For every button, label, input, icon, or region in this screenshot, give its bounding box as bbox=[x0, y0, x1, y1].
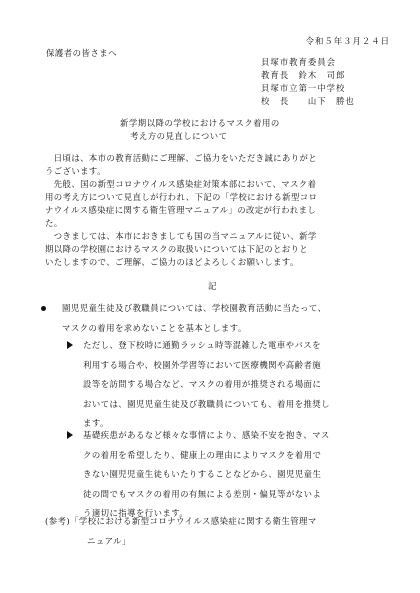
bullet-dot-icon bbox=[41, 306, 46, 311]
sub-point-line: 基礎疾患があるなど様々な事情により、感染不安を抱き、マス bbox=[83, 430, 330, 440]
sender-line: 教育長 鈴木 司郎 bbox=[261, 70, 346, 80]
sub-point-line: 利用する場合や、校園外学習等において医療機関や高齢者施 bbox=[83, 359, 322, 370]
main-point-line: 園児児童生徒及び教職員については、学校園教育活動に当たって、 bbox=[62, 303, 327, 313]
sub-point-line: 設等を訪問する場合など、マスクの着用が推奨される場面に bbox=[83, 379, 322, 389]
sub-point-line: 徒の間でもマスクの着用の有無による差別・偏見等がないよ bbox=[83, 488, 322, 499]
sub-point-no-discrimination bbox=[83, 426, 330, 524]
intro-line: うございます。 bbox=[45, 166, 106, 176]
title-line: 新学期以降の学校におけるマスク着用の bbox=[120, 118, 280, 128]
arrow-bullet-icon bbox=[67, 341, 73, 349]
intro-line: ナウイルス感染症に関する衛生管理マニュアル」の改定が行われまし bbox=[45, 205, 317, 215]
document-title bbox=[120, 117, 280, 143]
sub-point-line: クの着用を希望したり、健康上の理由によりマスクを着用で bbox=[83, 449, 322, 460]
sender-line: 貝塚市教育委員会 bbox=[261, 57, 336, 67]
sender-line: 校 長 山下 勝也 bbox=[261, 96, 355, 106]
intro-line: 用の考え方について見直しが行われ、下記の「学校における新型コロ bbox=[45, 192, 318, 202]
sub-point-line: ます。 bbox=[83, 418, 109, 428]
ki-heading: 記 bbox=[208, 281, 217, 291]
sub-point-line: おいては、園児児童生徒及び教職員についても、着用を推奨し bbox=[83, 398, 330, 409]
intro-line: つきましては、本市におきましても国の当マニュアルに従い、新学 bbox=[45, 231, 317, 241]
sender-block bbox=[261, 56, 355, 108]
sub-point-line: う適切に指導を行います。 bbox=[83, 508, 189, 518]
sub-point-mask-recommended bbox=[83, 336, 330, 434]
sub-point-line: きない園児児童生徒もいたりすることなどから、園児児童生 bbox=[83, 469, 322, 479]
title-line: 考え方の見直しについて bbox=[130, 131, 228, 141]
sender-line: 貝塚市立第一中学校 bbox=[261, 83, 346, 93]
intro-line: 先般、国の新型コロナウイルス感染症対策本部において、マスク着 bbox=[45, 179, 317, 189]
reference-line: (参考)「学校における新型コロナウイルス感染症に関する衛生管理マ bbox=[45, 516, 317, 526]
salutation: 保護者の皆さまへ bbox=[46, 48, 117, 58]
main-point-line: マスクの着用を求めないことを基本とします。 bbox=[62, 322, 247, 333]
reference-note bbox=[45, 512, 317, 551]
intro-line: 期以降の学校園におけるマスクの取扱いについては下記のとおりと bbox=[45, 244, 309, 254]
intro-paragraph bbox=[45, 152, 375, 269]
reference-line: ニュアル」 bbox=[87, 535, 131, 546]
intro-line: た。 bbox=[45, 218, 63, 228]
main-point bbox=[62, 299, 326, 338]
intro-line: いたしますので、ご理解、ご協力のほどよろしくお願いします。 bbox=[45, 257, 299, 267]
arrow-bullet-icon bbox=[67, 431, 73, 439]
document-date: 令和５年３月２４日 bbox=[305, 36, 390, 46]
sub-point-line: ただし、登下校時に通勤ラッシュ時等混雑した電車やバスを bbox=[83, 340, 321, 350]
intro-line: 日頃は、本市の教育活動にご理解、ご協力をいただき誠にありがと bbox=[45, 153, 318, 163]
